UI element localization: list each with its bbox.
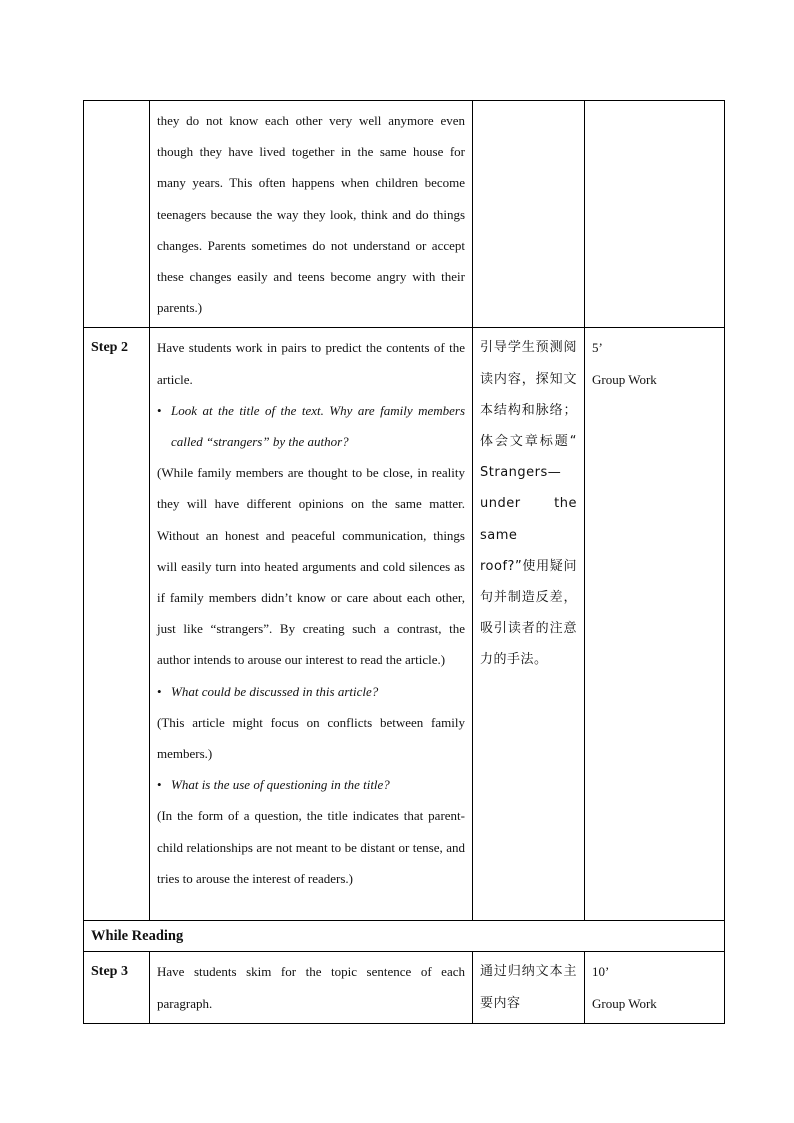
step3-time-cell xyxy=(585,952,725,1023)
step2-intro: Have students work in pairs to predict the contents of the article. xyxy=(157,340,465,387)
while-reading-cell xyxy=(84,921,725,952)
step3-label: Step 3 xyxy=(91,964,128,980)
step3-content-cell xyxy=(150,952,473,1023)
while-reading-row xyxy=(84,921,725,952)
bullet-icon: • xyxy=(157,402,162,418)
lesson-plan-table xyxy=(83,100,725,1024)
step2-question-2-text: What could be discussed in this article? xyxy=(171,683,379,699)
step3-time-mode xyxy=(585,952,724,1022)
step3-purpose: 通过归纳文本主要内容 xyxy=(480,964,577,1011)
step2-time-cell xyxy=(585,328,725,921)
step3-time: 10’ xyxy=(592,964,610,980)
continuation-text: they do not know each other very well anymore even though they have lived together in the same house for many years. This often happens when children become teenagers because the way they look, think and do things changes. Parents sometimes do not understand or accept these changes easily and teens become angry with their parents.) xyxy=(157,113,465,316)
step2-row xyxy=(84,328,725,921)
step2-content xyxy=(150,328,472,898)
step2-time-mode xyxy=(585,328,724,398)
step2-label: Step 2 xyxy=(91,340,128,356)
while-reading-heading: While Reading xyxy=(91,928,184,945)
step3-mode: Group Work xyxy=(592,995,657,1011)
bullet-icon: • xyxy=(157,683,162,699)
continuation-step-cell xyxy=(84,101,150,328)
step3-purpose-cell xyxy=(473,952,585,1023)
bullet-icon: • xyxy=(157,777,162,793)
step2-purpose: 引导学生预测阅读内容，探知文本结构和脉络；体会文章标题“ Strangers—under the same roof?”使用疑问句并制造反差，吸引读者的注意力的手法。 xyxy=(480,340,577,668)
step2-answer-3: (In the form of a question, the title indicates that parent-child relationships are not meant to be distant or tense, and tries to arouse the interest of readers.) xyxy=(157,808,465,886)
step3-label-cell xyxy=(84,952,150,1023)
step2-mode: Group Work xyxy=(592,371,657,387)
continuation-content-cell xyxy=(150,101,473,328)
continuation-time-cell xyxy=(585,101,725,328)
step3-row xyxy=(84,952,725,1023)
step3-content: Have students skim for the topic sentence of each paragraph. xyxy=(157,964,465,1011)
step2-answer-1: (While family members are thought to be close, in reality they will have different opinions on the same matter. Without an honest and peaceful communication, things will easily turn into heated arguments and cold silences as if family members didn’t know or care about each other, just like “strangers”. By creating such a contrast, the author intends to arouse our interest to read the article.) xyxy=(157,465,465,668)
step2-question-1-text: Look at the title of the text. Why are family members called “strangers” by the author? xyxy=(171,402,465,450)
step2-content-cell xyxy=(150,328,473,921)
step2-question-1 xyxy=(157,395,465,457)
continuation-row xyxy=(84,101,725,328)
step2-question-2 xyxy=(157,676,465,707)
step2-purpose-cell xyxy=(473,328,585,921)
step2-question-3 xyxy=(157,769,465,800)
step2-label-cell xyxy=(84,328,150,921)
step2-question-3-text: What is the use of questioning in the title? xyxy=(171,777,390,793)
step2-time: 5’ xyxy=(592,340,603,356)
step2-answer-2: (This article might focus on conflicts between family members.) xyxy=(157,714,465,762)
continuation-purpose-cell xyxy=(473,101,585,328)
